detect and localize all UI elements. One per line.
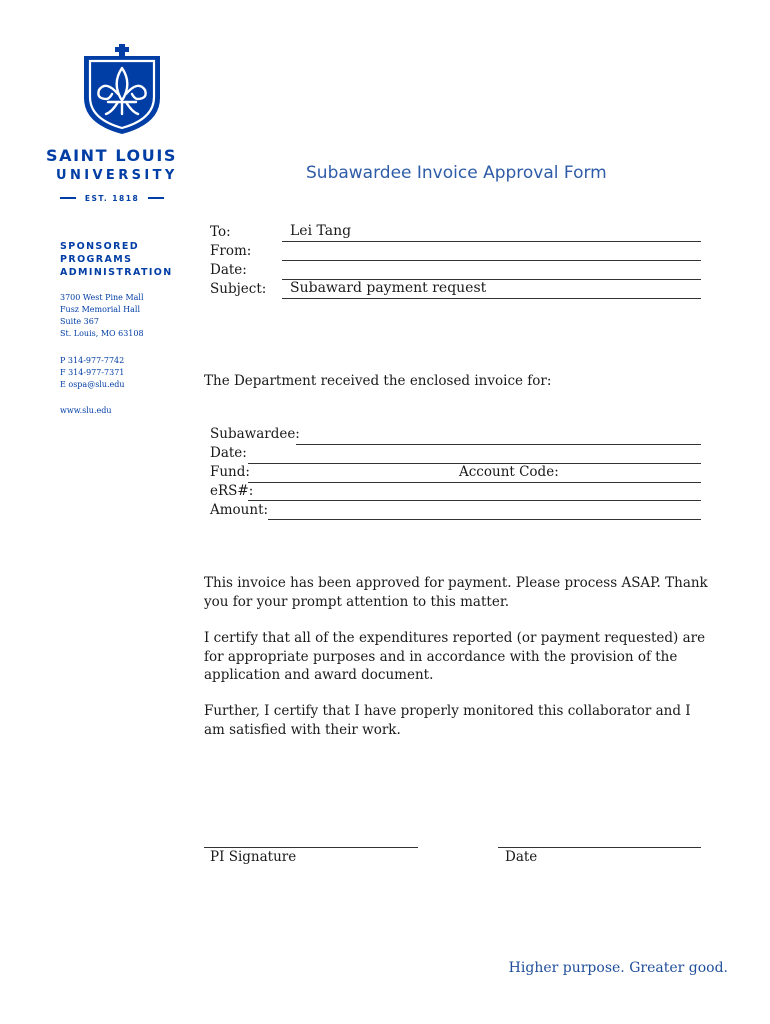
signature-label: PI Signature <box>210 849 297 865</box>
office-name-line: ADMINISTRATION <box>60 267 173 278</box>
established-line <box>60 192 164 204</box>
address-line: 3700 West Pine Mall <box>60 293 144 302</box>
date-label: Date: <box>210 262 247 278</box>
fax-line: F 314-977-7371 <box>60 368 125 377</box>
tagline: Higher purpose. Greater good. <box>508 960 728 976</box>
divider <box>60 197 76 199</box>
subject-field-line <box>282 298 701 299</box>
signature-line <box>204 847 418 848</box>
amount-field-line <box>268 519 701 520</box>
logo-wordmark-line2: UNIVERSITY <box>56 168 178 183</box>
amount-label: Amount: <box>210 502 269 518</box>
fund-label: Fund: <box>210 464 250 480</box>
account-code-label: Account Code: <box>459 464 559 480</box>
established-text: EST. 1818 <box>84 193 140 203</box>
form-title: Subawardee Invoice Approval Form <box>306 163 607 183</box>
fund-field-line <box>248 482 701 483</box>
from-field-line <box>282 260 701 261</box>
from-label: From: <box>210 243 252 259</box>
email-link[interactable]: E ospa@slu.edu <box>60 380 125 389</box>
subject-label: Subject: <box>210 281 267 297</box>
website-link[interactable]: www.slu.edu <box>60 406 112 415</box>
subawardee-label: Subawardee: <box>210 426 300 442</box>
logo-wordmark-line1: SAINT LOUIS <box>46 146 178 165</box>
office-name-line: PROGRAMS <box>60 254 133 265</box>
divider <box>148 197 164 199</box>
invoice-date-label: Date: <box>210 445 247 461</box>
to-label: To: <box>210 224 231 240</box>
intro-text: The Department received the enclosed invoice for: <box>204 373 552 389</box>
office-contact <box>60 355 125 391</box>
subject-value[interactable]: Subaward payment request <box>290 280 487 296</box>
certification-paragraph: I certify that all of the expenditures reported (or payment requested) are for appropriate purposes and in accordance with the provision of the application and award document. <box>204 630 706 683</box>
address-line: Fusz Memorial Hall <box>60 305 141 314</box>
office-name <box>60 240 173 279</box>
phone-line: P 314-977-7742 <box>60 356 125 365</box>
ers-label: eRS#: <box>210 483 254 499</box>
subawardee-field-line <box>296 444 701 445</box>
office-address <box>60 292 144 340</box>
office-name-line: SPONSORED <box>60 241 140 252</box>
monitoring-paragraph: Further, I certify that I have properly monitored this collaborator and I am satisfied with their work. <box>204 703 691 738</box>
approval-paragraph: This invoice has been approved for payment. Please process ASAP. Thank you for your prompt attention to this matter. <box>204 575 708 610</box>
to-field-line <box>282 241 701 242</box>
address-line: St. Louis, MO 63108 <box>60 329 144 338</box>
address-line: Suite 367 <box>60 317 99 326</box>
signature-date-line <box>498 847 701 848</box>
signature-date-label: Date <box>505 849 538 865</box>
ers-field-line <box>248 500 701 501</box>
to-value[interactable]: Lei Tang <box>290 223 352 239</box>
fleur-de-lis-shield-icon <box>80 44 164 140</box>
